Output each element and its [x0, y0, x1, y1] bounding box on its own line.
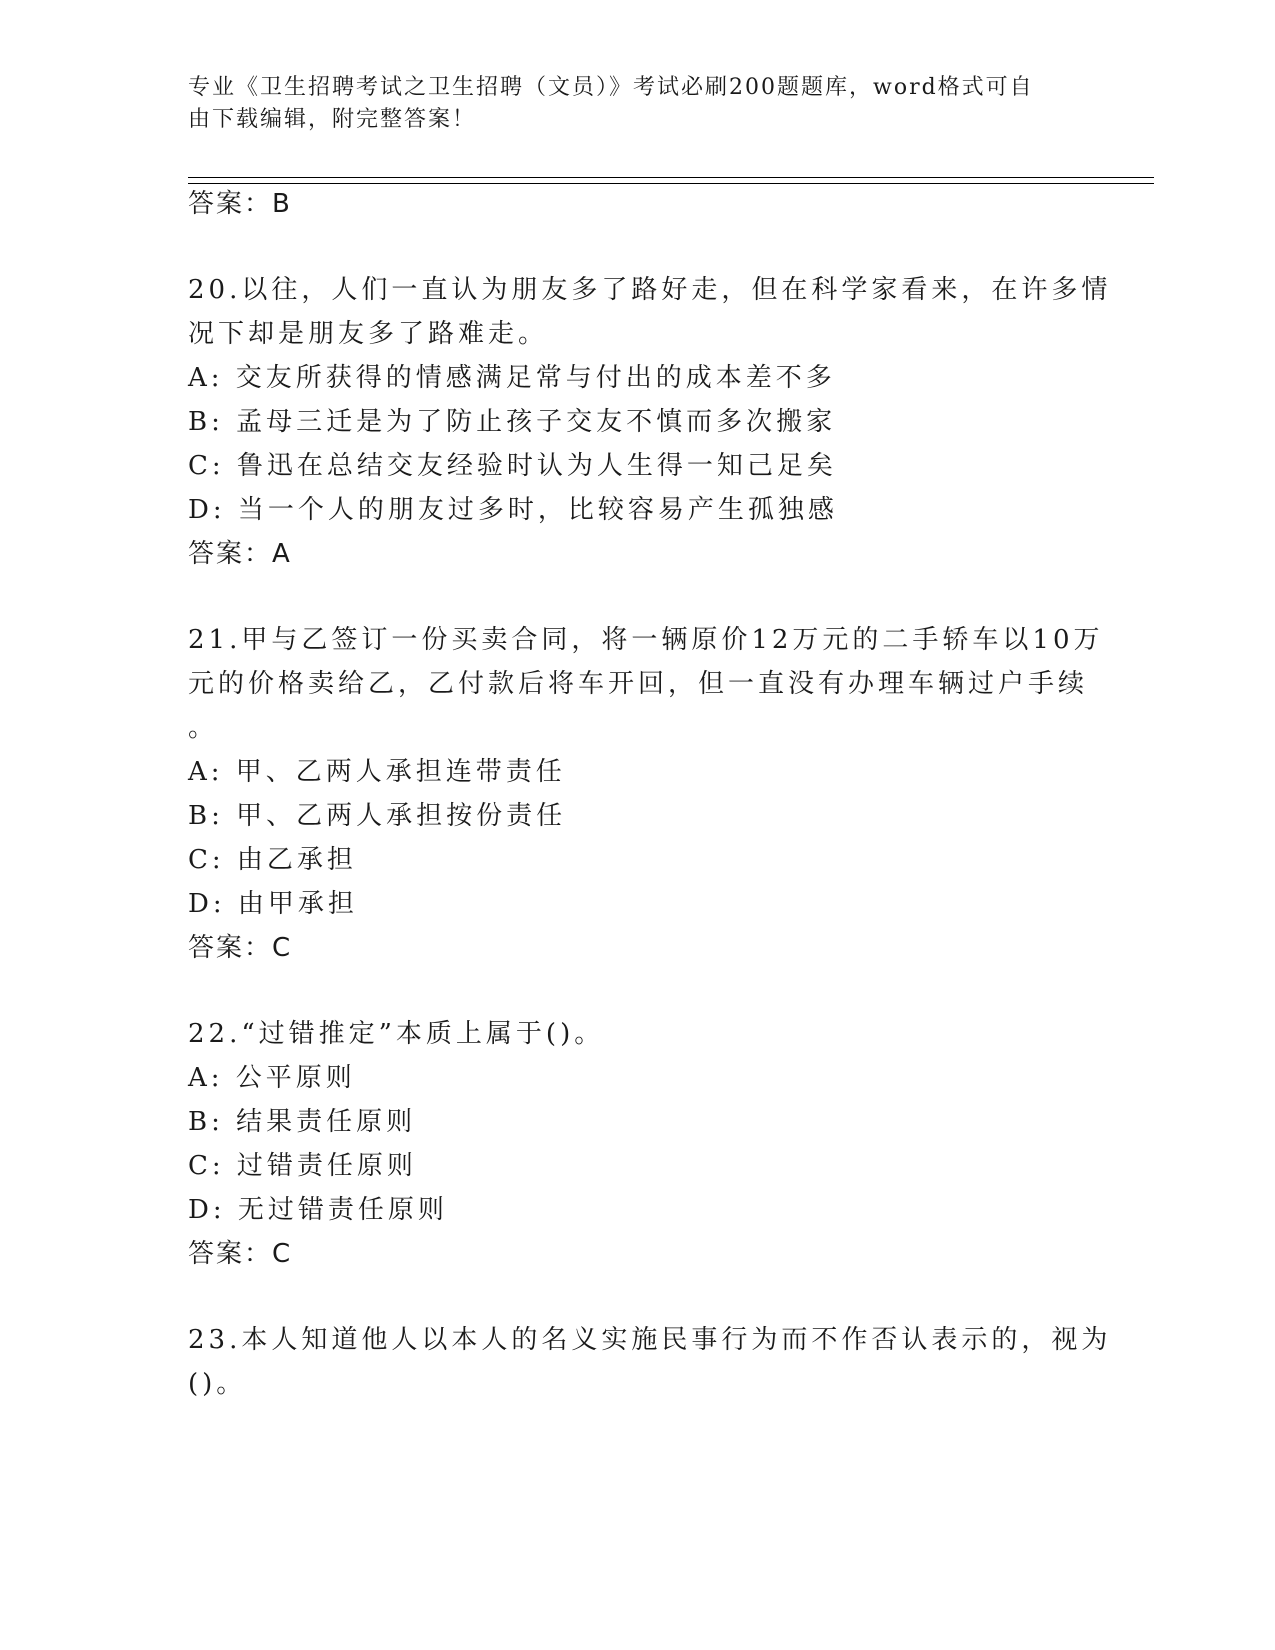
question-23-line-2: ()。	[188, 1369, 247, 1399]
question-21-option-c: C: 由乙承担	[188, 845, 357, 875]
question-20-option-c: C: 鲁迅在总结交友经验时认为人生得一知己足矣	[188, 451, 837, 481]
question-20-line-2: 况下却是朋友多了路难走。	[188, 319, 549, 349]
header-line-2: 由下载编辑，附完整答案！	[188, 107, 477, 132]
question-22-option-a: A: 公平原则	[188, 1063, 356, 1093]
question-22-option-c: C: 过错责任原则	[188, 1151, 417, 1181]
question-21-option-a: A: 甲、乙两人承担连带责任	[188, 757, 566, 787]
question-20-line-1: 20.以往，人们一直认为朋友多了路好走，但在科学家看来，在许多情	[188, 275, 1112, 305]
question-20-option-d: D: 当一个人的朋友过多时，比较容易产生孤独感	[188, 495, 838, 525]
header-line-1: 专业《卫生招聘考试之卫生招聘（文员）》考试必刷200题题库，word格式可自	[188, 75, 1034, 100]
document-header	[188, 72, 1088, 136]
question-22-answer: 答案：C	[188, 1239, 293, 1269]
question-21-answer: 答案：C	[188, 933, 293, 963]
answer-prev: 答案：B	[188, 189, 292, 219]
question-20-option-a: A: 交友所获得的情感满足常与付出的成本差不多	[188, 363, 836, 393]
question-20-answer: 答案：A	[188, 539, 292, 569]
question-22-option-d: D: 无过错责任原则	[188, 1195, 448, 1225]
header-divider-bottom	[188, 183, 1154, 184]
header-divider-top	[188, 177, 1154, 178]
question-20-option-b: B: 孟母三迁是为了防止孩子交友不慎而多次搬家	[188, 407, 837, 437]
question-21-line-3: 。	[188, 713, 219, 743]
question-22-option-b: B: 结果责任原则	[188, 1107, 417, 1137]
question-21-line-2: 元的价格卖给乙，乙付款后将车开回，但一直没有办理车辆过户手续	[188, 669, 1089, 699]
question-21-option-b: B: 甲、乙两人承担按份责任	[188, 801, 567, 831]
question-22-line-1: 22.“过错推定”本质上属于()。	[188, 1019, 605, 1049]
question-23-line-1: 23.本人知道他人以本人的名义实施民事行为而不作否认表示的，视为	[188, 1325, 1112, 1355]
question-21-line-1: 21.甲与乙签订一份买卖合同，将一辆原价12万元的二手轿车以10万	[188, 625, 1104, 655]
question-21-option-d: D: 由甲承担	[188, 889, 358, 919]
